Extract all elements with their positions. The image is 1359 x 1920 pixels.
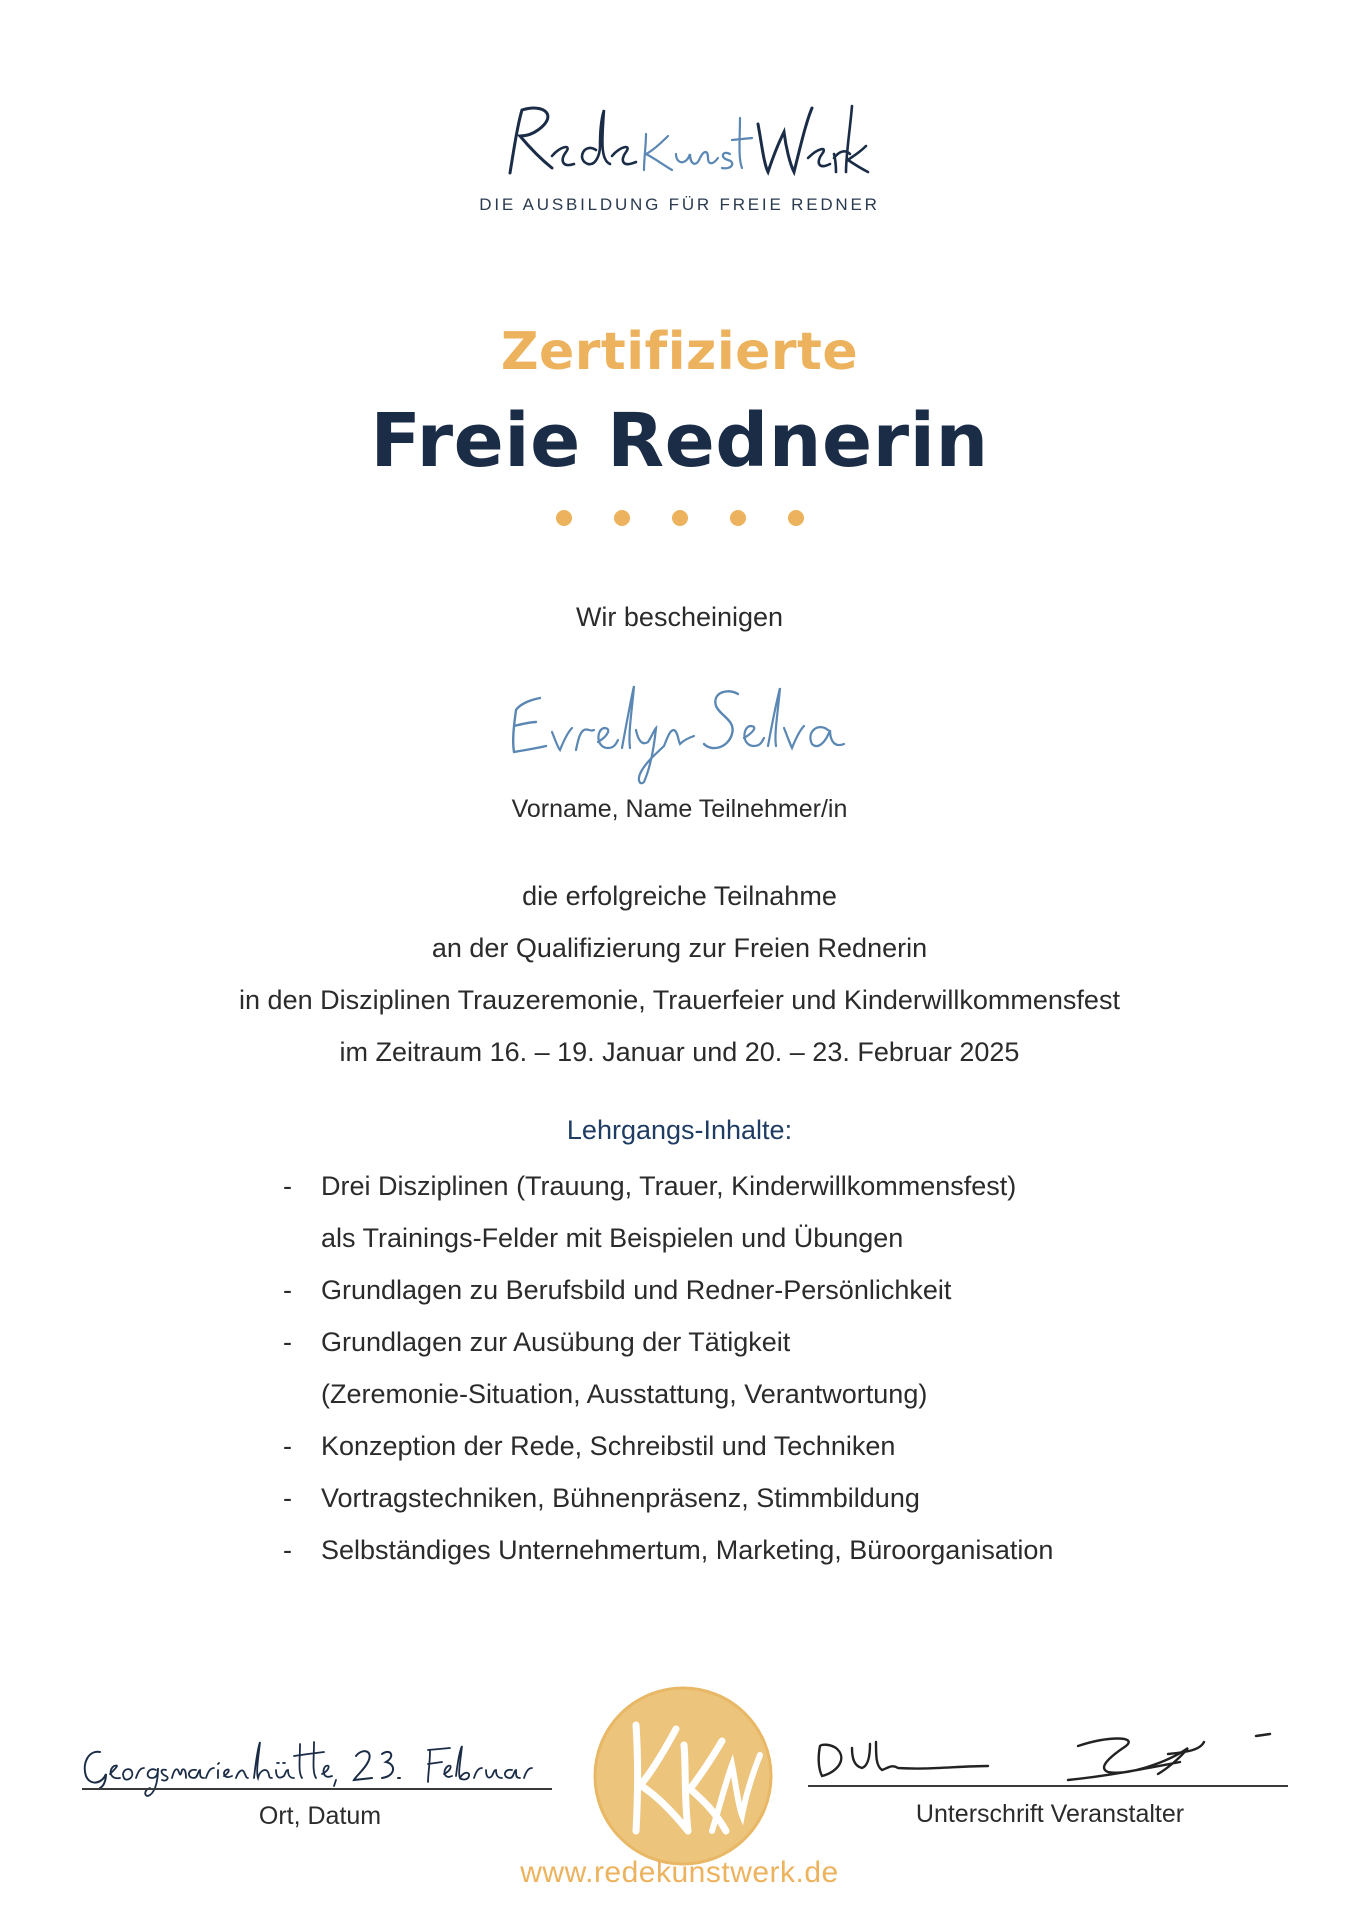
list-item-text: Grundlagen zur Ausübung der Tätigkeit — [321, 1327, 791, 1357]
list-dash: - — [283, 1483, 292, 1513]
list-dash: - — [283, 1171, 292, 1201]
list-item-text: Drei Disziplinen (Trauung, Trauer, Kinderwillkommensfest) — [321, 1171, 1017, 1201]
list-item-text: als Trainings-Felder mit Beispielen und Übungen — [321, 1223, 904, 1253]
organizer-signature — [808, 1732, 1283, 1792]
dot — [614, 510, 630, 526]
list-item — [283, 1524, 1283, 1576]
place-date-label: Ort, Datum — [258, 1802, 382, 1830]
place-date-rule — [82, 1788, 552, 1790]
description-block — [0, 870, 1359, 1078]
certificate-title-line1: Zertifizierte — [500, 322, 859, 382]
list-item-text: Konzeption der Rede, Schreibstil und Techniken — [321, 1431, 896, 1461]
website-link[interactable]: www.redekunstwerk.de — [520, 1856, 839, 1889]
attestation-text: Wir bescheinigen — [575, 602, 784, 632]
course-contents-list — [283, 1160, 1283, 1576]
signature-rule — [808, 1785, 1288, 1787]
redekunstwerk-logo — [500, 98, 870, 182]
redekunstwerk-seal — [592, 1685, 774, 1867]
list-item-text: Vortragstechniken, Bühnenpräsenz, Stimmbildung — [321, 1483, 920, 1513]
description-line: an der Qualifizierung zur Freien Rednerin — [431, 933, 928, 963]
dot — [672, 510, 688, 526]
list-item-text: Grundlagen zu Berufsbild und Redner-Persönlichkeit — [321, 1275, 952, 1305]
list-item — [283, 1160, 1283, 1264]
list-item — [283, 1472, 1283, 1524]
list-item-text: Selbständiges Unternehmertum, Marketing, Büroorganisation — [321, 1535, 1054, 1565]
list-dash: - — [283, 1431, 292, 1461]
logo-tagline: DIE AUSBILDUNG FÜR FREIE REDNER — [479, 195, 880, 214]
list-dash: - — [283, 1535, 292, 1565]
decorative-dots — [0, 510, 1359, 526]
description-line: in den Disziplinen Trauzeremonie, Trauerfeier und Kinderwillkommensfest — [239, 985, 1120, 1015]
dot — [788, 510, 804, 526]
list-item — [283, 1316, 1283, 1420]
list-item — [283, 1264, 1283, 1316]
dot — [556, 510, 572, 526]
list-item — [283, 1420, 1283, 1472]
description-line: die erfolgreiche Teilnahme — [522, 881, 837, 911]
signature-label: Unterschrift Veranstalter — [915, 1800, 1185, 1828]
dot — [730, 510, 746, 526]
list-dash: - — [283, 1275, 292, 1305]
list-item-text: (Zeremonie-Situation, Ausstattung, Verantwortung) — [321, 1379, 928, 1409]
description-line: im Zeitraum 16. – 19. Januar und 20. – 23. Februar 2025 — [339, 1037, 1020, 1067]
participant-name-handwritten — [500, 670, 860, 790]
course-contents-heading: Lehrgangs-Inhalte: — [566, 1115, 793, 1145]
participant-name-caption: Vorname, Name Teilnehmer/in — [511, 795, 848, 823]
list-dash: - — [283, 1327, 292, 1357]
certificate-title-line2: Freie Rednerin — [370, 398, 989, 484]
